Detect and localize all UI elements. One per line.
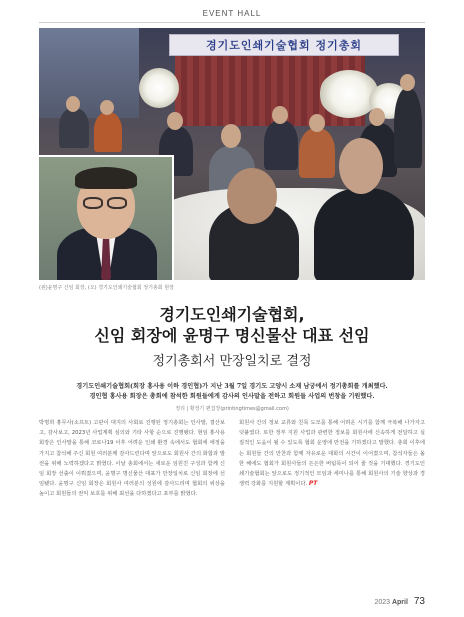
- body-text: [239, 418, 425, 489]
- attendee-head: [221, 124, 241, 148]
- article-title: [39, 304, 425, 346]
- pt-end-mark: PT: [308, 480, 318, 488]
- title-line-2: 신임 회장에 윤명구 명신물산 대표 선임: [94, 326, 370, 345]
- attendee: [299, 128, 335, 178]
- lede-line-1: 경기도인쇄기술협회(회장 홍사용 이하 경인협)가 지난 3월 7일 경기도 고양시 소재 남궁에서 정기총회를 개최했다.: [76, 383, 388, 390]
- attendee: [59, 108, 89, 148]
- attendee-head: [167, 112, 183, 130]
- footer-month: April: [391, 599, 408, 606]
- portrait-glasses: [83, 197, 103, 209]
- article-subtitle: 정기총회서 만장일치로 결정: [152, 354, 312, 369]
- attendee-head: [100, 100, 114, 115]
- event-banner: 경기도인쇄기술협회 정기총회: [169, 34, 399, 56]
- portrait-glasses: [107, 197, 127, 209]
- page-number: 73: [413, 596, 425, 607]
- attendee-head: [272, 106, 288, 124]
- section-tag: EVENT HALL: [202, 9, 262, 18]
- attendee-head: [400, 74, 415, 91]
- title-line-1: 경기도인쇄기술협회,: [159, 305, 305, 324]
- body-text-span: 회원사 간의 정보 교류와 친목 도모를 통해 어려운 시기를 함께 극복해 나가자고 덧붙였다. 또한 정부 지원 사업과 관련한 정보를 회원사에 신속하게 전달하고 실질적인 도움이 될 수 있도록 협회 운영에 만전을 기하겠다고 말했다. 총회 이후에는 회원들 간의 만찬과 함께 자유로운 대화의 시간이 이어졌으며, 참석자들은 올 한 해에도 협회가 회원사들의 든든한 버팀목이 되어 줄 것을 기대했다. 경기도인쇄기술협회는 앞으로도 정기적인 모임과 세미나를 통해 회원사의 기술 향상과 경쟁력 강화를 지원할 계획이다.: [239, 420, 425, 488]
- section-divider: [39, 22, 425, 23]
- attendee-head: [339, 138, 383, 194]
- photo-caption: (왼)윤명구 신임 회장, (오) 경기도인쇄기술협회 정기총회 현장: [39, 285, 174, 291]
- photo-window: [39, 28, 139, 118]
- attendee-head: [369, 108, 385, 126]
- lede-line-2: 경인협 홍사용 회장은 총회에 참석한 회원들에게 감사의 인사말을 전하고 회원들 사업의 번창을 기원했다.: [89, 393, 375, 400]
- attendee-head: [66, 96, 80, 112]
- footer-year: 2023: [374, 599, 391, 606]
- body-column-left: [39, 418, 225, 500]
- article-byline: 정리 | 황정기 편집장(printingtimes@gmail.com): [175, 406, 289, 412]
- attendee: [264, 120, 298, 170]
- page-footer: [320, 596, 425, 607]
- body-text: 박명희 홍무사(소프트) 고관이 대지의 사회로 진행된 정기총회는 인사말, 결산보고, 감사보고, 2023년 사업계획 심의와 기타 사항 순으로 진행됐다. 현임 홍사용 회장은 인사말을 통해 코로나19 이후 어려운 인쇄 환경 속에서도 협회에 애정을 가지고 참석해 주신 회원 여러분께 감사드린다며 앞으로도 회원사 간의 화합과 발전을 위해 노력하겠다고 밝혔다. 이날 총회에서는 새로운 임원진 구성과 함께 신임 회장 선출이 이뤄졌으며, 윤명구 명신물산 대표가 만장일치로 신임 회장에 선임됐다. 윤명구 신임 회장은 회원사 여러분의 성원에 감사드리며 협회의 위상을 높이고 회원들의 권익 보호를 위해 최선을 다하겠다고 포부를 밝혔다.: [39, 420, 225, 498]
- portrait-hair: [75, 167, 137, 189]
- attendee-head: [227, 168, 277, 224]
- event-photo: [39, 28, 425, 280]
- new-president-portrait: [39, 155, 174, 280]
- attendee: [94, 112, 122, 152]
- body-column-right: [239, 418, 425, 489]
- article-lede: [39, 382, 425, 402]
- attendee-head: [309, 114, 325, 132]
- attendee: [394, 88, 422, 168]
- attendee: [314, 188, 414, 280]
- flower-arrangement: [139, 68, 179, 108]
